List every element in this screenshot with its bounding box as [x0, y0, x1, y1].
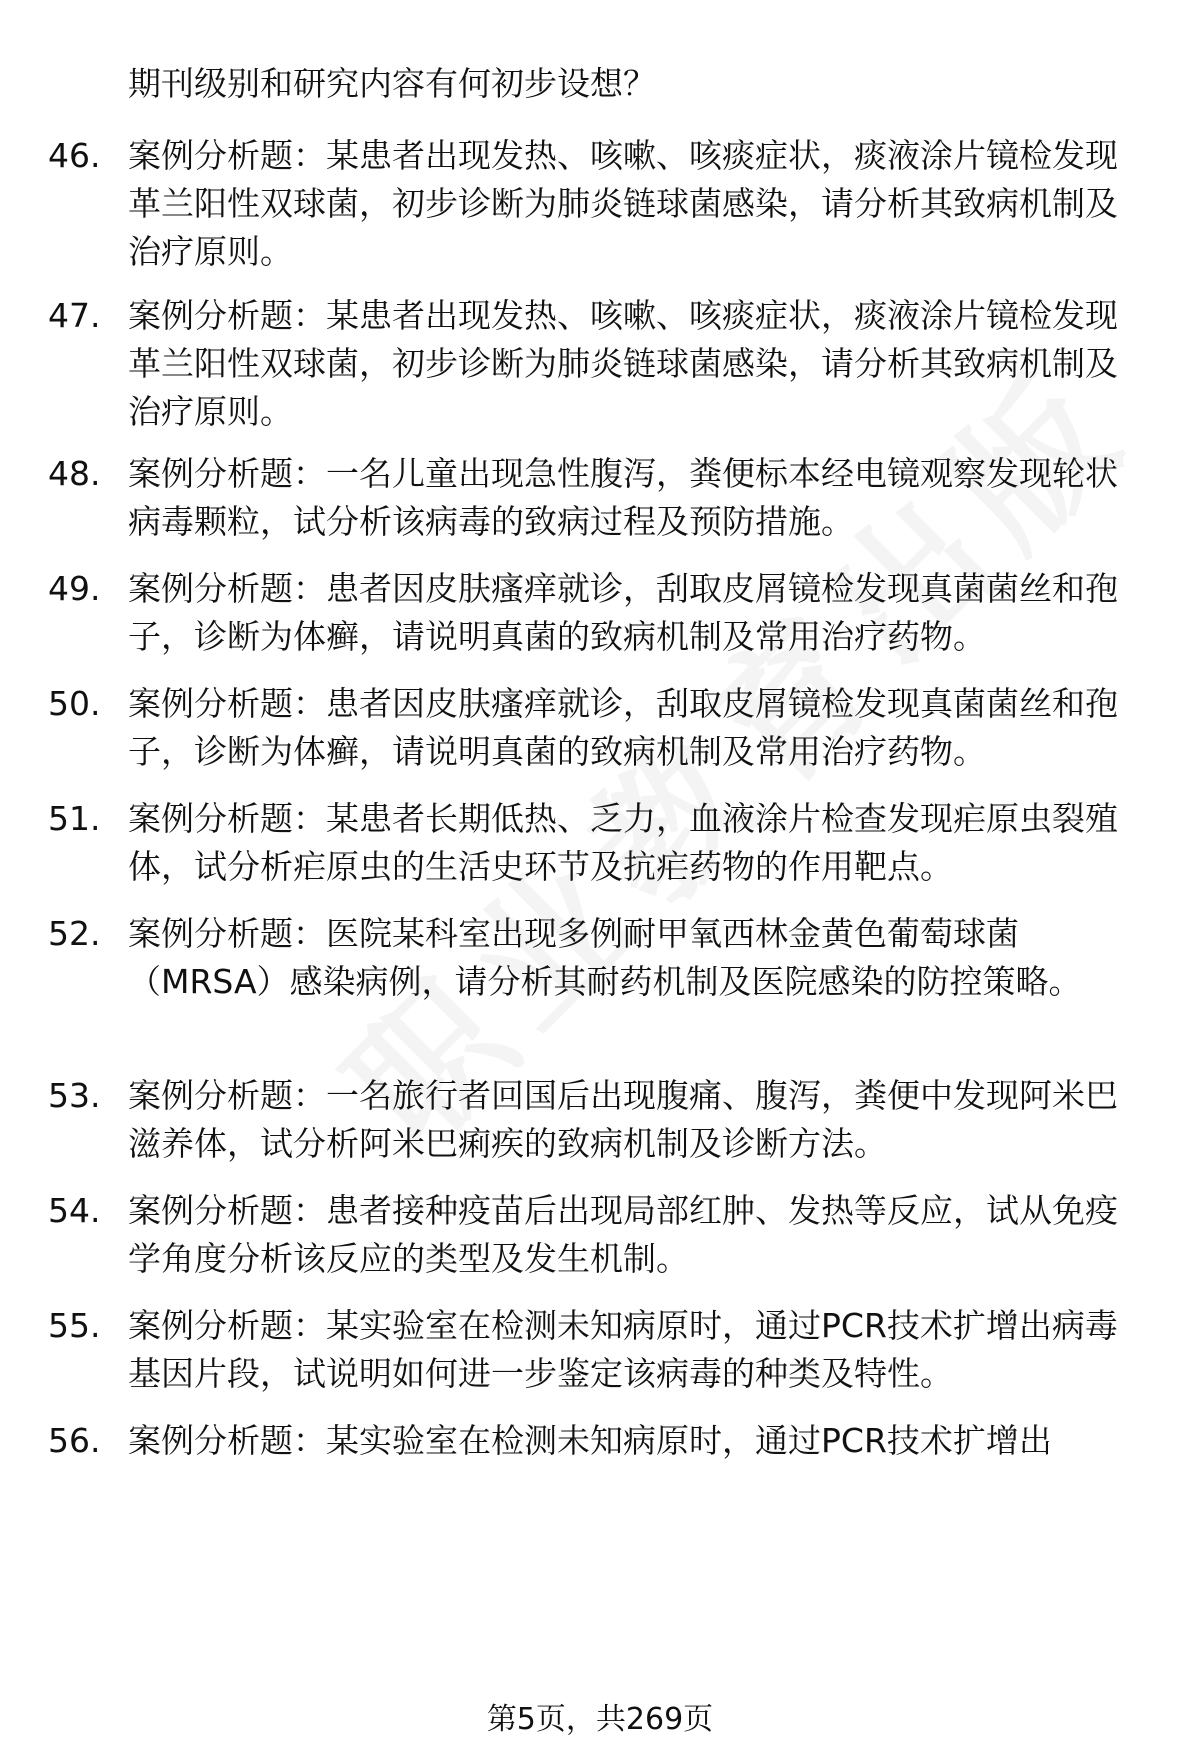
question-number: 55.: [48, 1306, 101, 1345]
question-number: 46.: [48, 136, 101, 175]
question-text: 案例分析题：医院某科室出现多例耐甲氧西林金黄色葡萄球菌（MRSA）感染病例，请分析其耐药机制及医院感染的防控策略。: [128, 914, 1082, 1001]
question-number: 51.: [48, 799, 101, 838]
question-text: 案例分析题：患者接种疫苗后出现局部红肿、发热等反应，试从免疫学角度分析该反应的类型及发生机制。: [128, 1191, 1118, 1278]
question-text: 案例分析题：患者因皮肤瘙痒就诊，刮取皮屑镜检发现真菌菌丝和孢子，诊断为体癣，请说明真菌的致病机制及常用治疗药物。: [128, 684, 1118, 771]
question-text: 案例分析题：某实验室在检测未知病原时，通过PCR技术扩增出: [128, 1421, 1052, 1460]
question-number: 47.: [48, 296, 101, 335]
question-number: 54.: [48, 1191, 101, 1230]
question-text: 案例分析题：一名儿童出现急性腹泻，粪便标本经电镜观察发现轮状病毒颗粒，试分析该病毒的致病过程及预防措施。: [128, 454, 1118, 541]
question-text: 案例分析题：某患者出现发热、咳嗽、咳痰症状，痰液涂片镜检发现革兰阳性双球菌，初步诊断为肺炎链球菌感染，请分析其致病机制及治疗原则。: [128, 136, 1118, 271]
continuation-text: 期刊级别和研究内容有何初步设想？: [128, 64, 656, 103]
question-number: 52.: [48, 914, 101, 953]
question-text: 案例分析题：某患者出现发热、咳嗽、咳痰症状，痰液涂片镜检发现革兰阳性双球菌，初步诊断为肺炎链球菌感染，请分析其致病机制及治疗原则。: [128, 296, 1118, 431]
page-footer: 第5页，共269页: [486, 1702, 714, 1737]
question-number: 49.: [48, 569, 101, 608]
question-number: 56.: [48, 1421, 101, 1460]
question-number: 50.: [48, 684, 101, 723]
question-number: 53.: [48, 1076, 101, 1115]
question-text: 案例分析题：患者因皮肤瘙痒就诊，刮取皮屑镜检发现真菌菌丝和孢子，诊断为体癣，请说明真菌的致病机制及常用治疗药物。: [128, 569, 1118, 656]
question-text: 案例分析题：某实验室在检测未知病原时，通过PCR技术扩增出病毒基因片段，试说明如何进一步鉴定该病毒的种类及特性。: [128, 1306, 1118, 1393]
question-text: 案例分析题：一名旅行者回国后出现腹痛、腹泻，粪便中发现阿米巴滋养体，试分析阿米巴痢疾的致病机制及诊断方法。: [128, 1076, 1118, 1163]
question-text: 案例分析题：某患者长期低热、乏力，血液涂片检查发现疟原虫裂殖体，试分析疟原虫的生活史环节及抗疟药物的作用靶点。: [128, 799, 1118, 886]
question-number: 48.: [48, 454, 101, 493]
